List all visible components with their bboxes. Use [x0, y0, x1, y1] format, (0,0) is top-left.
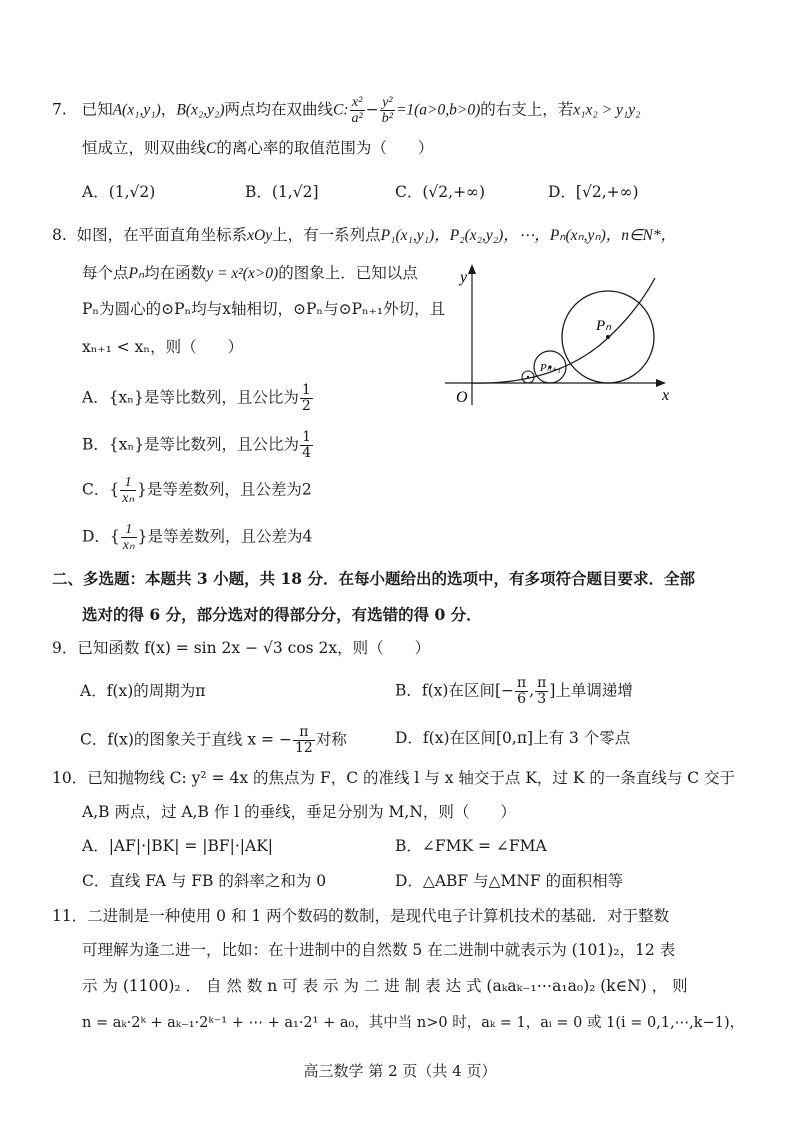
q7-stem-c: 的右支上，若: [480, 100, 574, 119]
q7-line2: [82, 137, 433, 160]
q8-option-b: B．{xₙ}是等比数列，且公比为 $\frac{1}{4}$: [82, 429, 311, 461]
q7-stem-b: 两点均在双曲线: [224, 100, 334, 119]
q9-line1: [52, 637, 430, 659]
center-small: [527, 376, 529, 378]
q8-line2: [82, 262, 418, 285]
x-axis-arrow: [656, 379, 666, 387]
q9-option-c-frac: $\frac{\pi}{12}$: [294, 724, 313, 756]
q8-option-d-frac: $\frac{1}{\text{xₙ}}$: [122, 522, 135, 553]
q8-line2-text: 每个点: [82, 264, 129, 282]
q10-line2: A,B 两点，过 A,B 作 l 的垂线，垂足分别为 M,N，则（ ）: [82, 803, 516, 821]
q8-points: P₁(x₁,y₁)，P₂(x₂,y₂)，⋯，Pₙ(xₙ,yₙ)，n∈N*，: [380, 227, 677, 244]
q9-option-a: A．f(x)的周期为π: [80, 682, 206, 700]
q8-line1-b: 上，有一系列点: [272, 226, 381, 244]
q7-stem-a: 已知: [81, 100, 113, 119]
page-footer: 高三数学 第 2 页（共 4 页）: [303, 1062, 497, 1080]
label-origin: O: [456, 389, 468, 406]
q7-option-c: C．(√2,+∞): [395, 183, 486, 201]
q8-option-c: C．{ $\frac{1}{\text{xₙ}}$ }是等差数列，且公差为2: [82, 475, 312, 506]
q7-curve-tail: =1(a>0,b>0): [395, 101, 481, 119]
q11-line3: 示 为 (1100)₂ ． 自 然 数 n 可 表 示 为 二 进 制 表 达 式 (aₖaₖ₋₁⋯a₁a₀)₂ (k∈N) ， 则: [82, 977, 688, 995]
q7-frac1: $\frac{\text{x²}}{\text{a²}}$: [351, 95, 363, 126]
q7-point-b: B(x₂,y₂): [176, 101, 225, 119]
q7-point-a: A(x₁,y₁): [112, 101, 161, 119]
q8-number: 8.: [52, 226, 67, 244]
q7-line2-c: C: [206, 140, 217, 157]
q9-option-b: B．f(x)在区间[− $\frac{\pi}{6}$ , $\frac{\pi}{3}$ ]上单调递增: [395, 675, 633, 707]
q7-minus: −: [365, 100, 379, 119]
q9-option-d: D．f(x)在区间[0,π]上有 3 个零点: [395, 729, 631, 747]
q10-option-c: C．直线 FA 与 FB 的斜率之和为 0: [82, 872, 327, 890]
q10-number: 10．: [52, 769, 88, 787]
q9-stem: 已知函数 f(x) = sin 2x − √3 cos 2x，则（ ）: [77, 639, 431, 657]
center-pn: [606, 335, 610, 339]
q7-sep: ，: [160, 100, 177, 119]
q8-option-a-frac: $\frac{1}{2}$: [301, 382, 311, 414]
q7-line2-tail: 的离心率的取值范围为（ ）: [216, 139, 434, 157]
q7-option-d: D．[√2,+∞): [548, 183, 639, 201]
q8-function: y = x²(x>0): [206, 265, 279, 282]
q11-line1-text: 二进制是一种使用 0 和 1 两个数码的数制，是现代电子计算机技术的基础．对于整数: [87, 907, 670, 925]
q10-line1: [52, 767, 735, 789]
q10-line1-text: 已知抛物线 C: y² = 4x 的焦点为 F，C 的准线 l 与 x 轴交于点 K，过 K 的一条直线与 C 交于: [87, 769, 736, 787]
q8-option-d: D．{ $\frac{1}{\text{xₙ}}$ }是等差数列，且公差为4: [82, 522, 313, 553]
q11-number: 11．: [52, 907, 88, 925]
q8-option-b-frac: $\frac{1}{4}$: [302, 429, 311, 461]
q7-number: 7.: [52, 100, 67, 119]
q7-curve-name: C:: [333, 101, 349, 119]
q10-option-a: A．|AF|·|BK| = |BF|·|AK|: [82, 837, 274, 855]
q8-line4: xₙ₊₁ < xₙ，则（ ）: [82, 338, 244, 356]
q7-line2-text: 恒成立，则双曲线: [82, 139, 207, 157]
q8-option-c-frac: $\frac{1}{\text{xₙ}}$: [122, 475, 135, 506]
parabola-curve: [472, 278, 655, 383]
q8-line2-c: 的图象上．已知以点: [278, 264, 418, 282]
q8-pn: Pₙ: [128, 265, 145, 282]
label-pn1: Pₙ₊₁: [540, 362, 561, 374]
q11-line2: 可理解为逢二进一，比如：在十进制中的自然数 5 在二进制中就表示为 (101)₂，12 表: [82, 941, 676, 959]
q7-option-a: A．(1,√2): [82, 183, 156, 201]
q7-inequality: x₁x₂ > y₁y₂: [573, 101, 641, 119]
q10-option-b: B．∠FMK = ∠FMA: [395, 837, 547, 855]
q7-option-b: B．(1,√2]: [245, 183, 319, 201]
q11-line1: [52, 905, 669, 927]
q8-xoy: xOy: [247, 227, 273, 244]
q8-line2-b: 均在函数: [144, 264, 207, 282]
label-x: x: [662, 387, 670, 404]
q8-option-a: A．{xₙ}是等比数列，且公比为 $\frac{1}{2}$: [82, 382, 311, 414]
q7-line1: [52, 95, 641, 126]
q9-number: 9．: [52, 639, 78, 657]
label-y: y: [460, 269, 468, 286]
y-axis-arrow: [468, 264, 476, 274]
q8-line3: Pₙ为圆心的⊙Pₙ均与x轴相切，⊙Pₙ与⊙Pₙ₊₁外切，且: [82, 300, 446, 318]
label-pn: Pₙ: [596, 318, 612, 334]
q7-frac2: $\frac{\text{y²}}{\text{b²}}$: [381, 95, 393, 126]
q9-option-b-frac2: $\frac{\pi}{3}$: [537, 675, 547, 707]
q9-option-c: C．f(x)的图象关于直线 x = − $\frac{\pi}{12}$ 对称: [80, 724, 347, 756]
q8-line1: [52, 224, 676, 247]
q8-line1-text: 如图，在平面直角坐标系: [76, 226, 248, 244]
section2-line1: 二、多选题：本题共 3 小题，共 18 分．在每小题给出的选项中，有多项符合题目要求．全部: [52, 569, 695, 588]
q8-figure: [440, 260, 690, 410]
q9-option-b-frac1: $\frac{\pi}{6}$: [517, 675, 527, 707]
q10-option-d: D．△ABF 与△MNF 的面积相等: [395, 872, 624, 890]
section2-line2: 选对的得 6 分，部分选对的得部分分，有选错的得 0 分．: [82, 605, 482, 624]
q11-line4: n = aₖ·2ᵏ + aₖ₋₁·2ᵏ⁻¹ + ⋯ + a₁·2¹ + a₀，其中当 n>0 时，aₖ = 1，aᵢ = 0 或 1(i = 0,1,⋯,k−1)，: [82, 1015, 745, 1031]
